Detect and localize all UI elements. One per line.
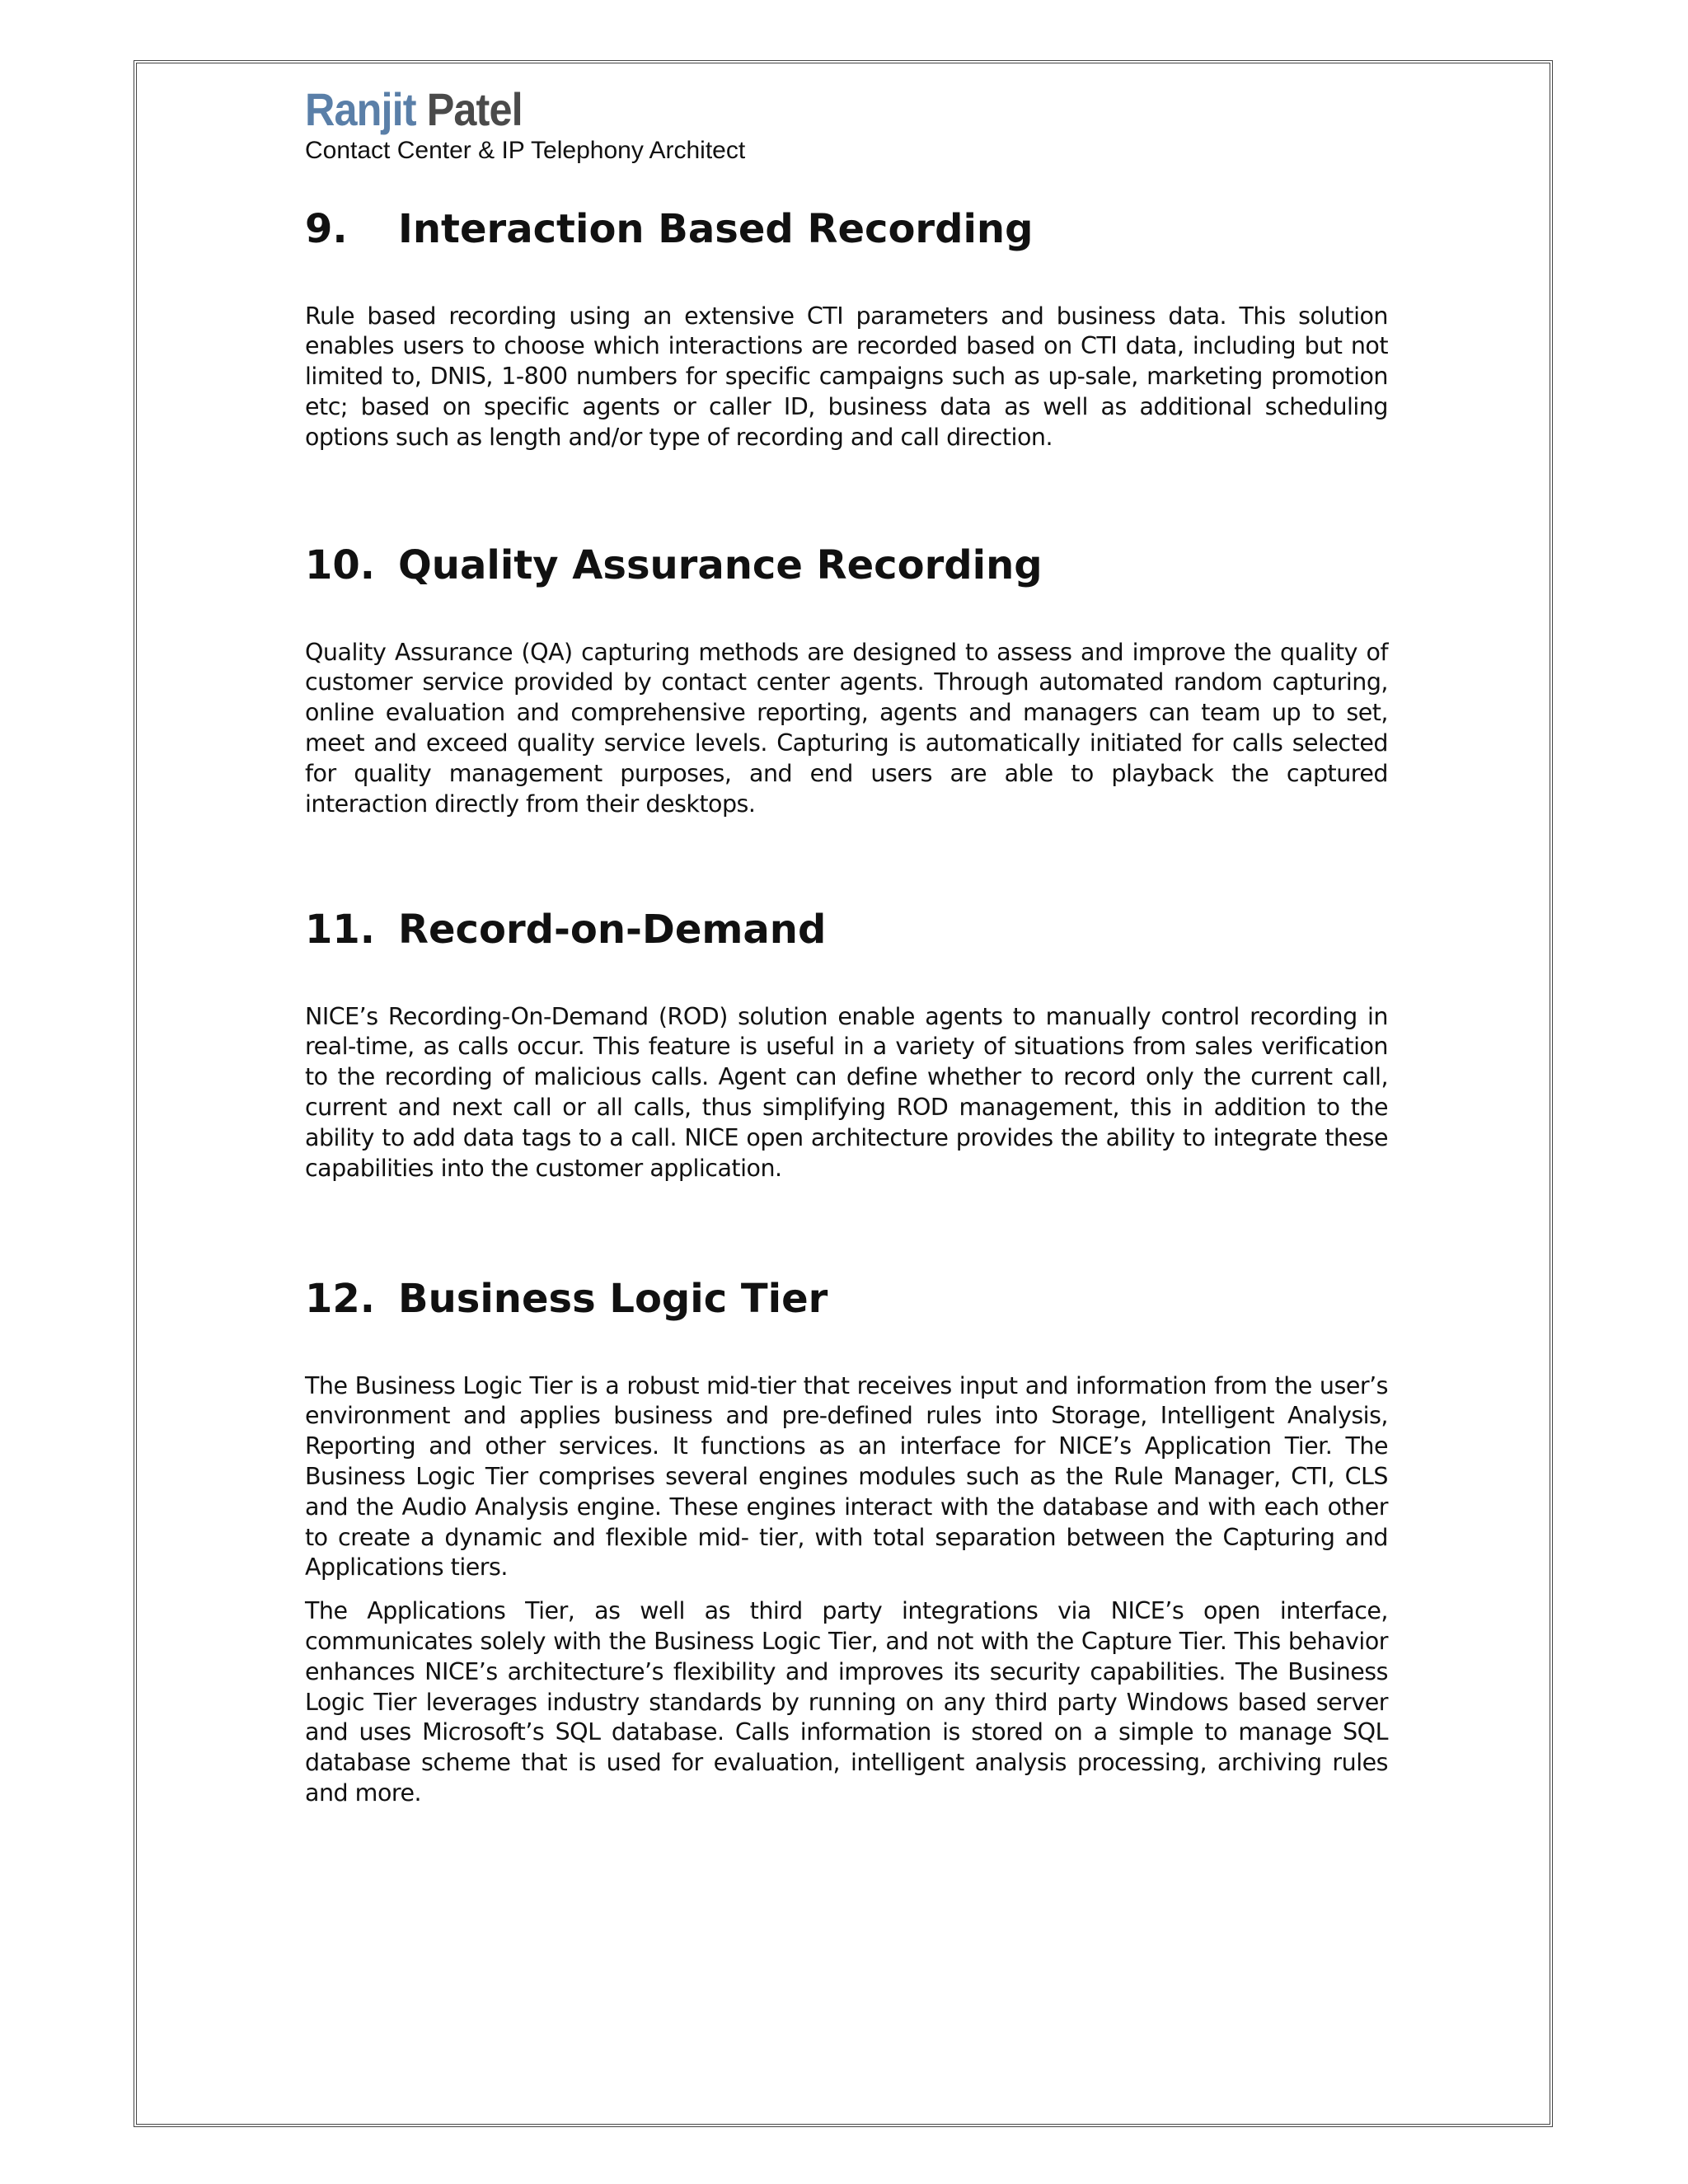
document-header: [305, 83, 1388, 166]
section-heading: [305, 907, 1388, 954]
section-quality-assurance-recording: [305, 542, 1388, 832]
section-heading: [305, 1276, 1388, 1324]
paragraph: Quality Assurance (QA) capturing methods are designed to assess and improve the quality of customer service provided by contact center agents. Through automated random capturing, online evaluation and comprehensive reporting, agents and managers can team up to set, meet and exceed quality service levels. Capturing is automatically initiated for calls selected for quality management purposes, and end users are able to playback the captured interaction directly from their desktops.: [305, 638, 1388, 818]
author-first-name: Ranjit: [305, 83, 416, 135]
section-heading: [305, 542, 1388, 590]
section-title: Record-on-Demand: [398, 907, 827, 953]
section-title: Quality Assurance Recording: [398, 542, 1043, 588]
section-heading: [305, 206, 1388, 254]
section-body: [305, 638, 1388, 820]
paragraph: NICE’s Recording-On-Demand (ROD) solution enable agents to manually control recording in real-time, as calls occur. This feature is useful in a variety of situations from sales verification to the recording of malicious calls. Agent can define whether to record only the current call, current and next call or all calls, thus simplifying ROD management, this in addition to the ability to add data tags to a call. NICE open architecture provides the ability to integrate these capabilities into the customer application.: [305, 1002, 1388, 1182]
paragraph: The Applications Tier, as well as third party integrations via NICE’s open interface, communicates solely with the Business Logic Tier, and not with the Capture Tier. This behavior enhances NICE’s architecture’s flexibility and improves its security capabilities. The Business Logic Tier leverages industry standards by running on any third party Windows based server and uses Microsoft’s SQL database. Calls information is stored on a simple to manage SQL database scheme that is used for evaluation, intelligent analysis processing, archiving rules and more.: [305, 1597, 1388, 1807]
section-number: 12.: [305, 1276, 376, 1322]
section-title: Business Logic Tier: [398, 1276, 828, 1322]
section-body: [305, 1002, 1388, 1184]
section-interaction-based-recording: [305, 206, 1388, 466]
section-record-on-demand: [305, 907, 1388, 1197]
paragraph: Rule based recording using an extensive CTI parameters and business data. This solution enables users to choose which interactions are recorded based on CTI data, including but not limited to, DNIS, 1-800 numbers for specific campaigns such as up-sale, marketing promotion etc; based on specific agents or caller ID, business data as well as additional scheduling options such as length and/or type of recording and call direction.: [305, 302, 1388, 451]
paragraph: The Business Logic Tier is a robust mid-tier that receives input and information from the user’s environment and applies business and pre-defined rules into Storage, Intelligent Analysis, Reporting and other services. It functions as an interface for NICE’s Application Tier. The Business Logic Tier comprises several engines modules such as the Rule Manager, CTI, CLS and the Audio Analysis engine. These engines interact with the database and with each other to create a dynamic and flexible mid- tier, with total separation between the Capturing and Applications tiers.: [305, 1371, 1388, 1582]
section-number: 11.: [305, 907, 376, 953]
section-number: 10.: [305, 542, 376, 588]
section-title: Interaction Based Recording: [398, 206, 1034, 252]
section-body: [305, 1371, 1388, 1809]
section-number: 9.: [305, 206, 348, 252]
section-business-logic-tier: [305, 1276, 1388, 1822]
author-title: Contact Center & IP Telephony Architect: [305, 137, 746, 164]
section-body: [305, 302, 1388, 453]
author-last-name: Patel: [426, 83, 523, 135]
author-name: [305, 83, 1280, 135]
document-content: [305, 83, 1388, 1807]
